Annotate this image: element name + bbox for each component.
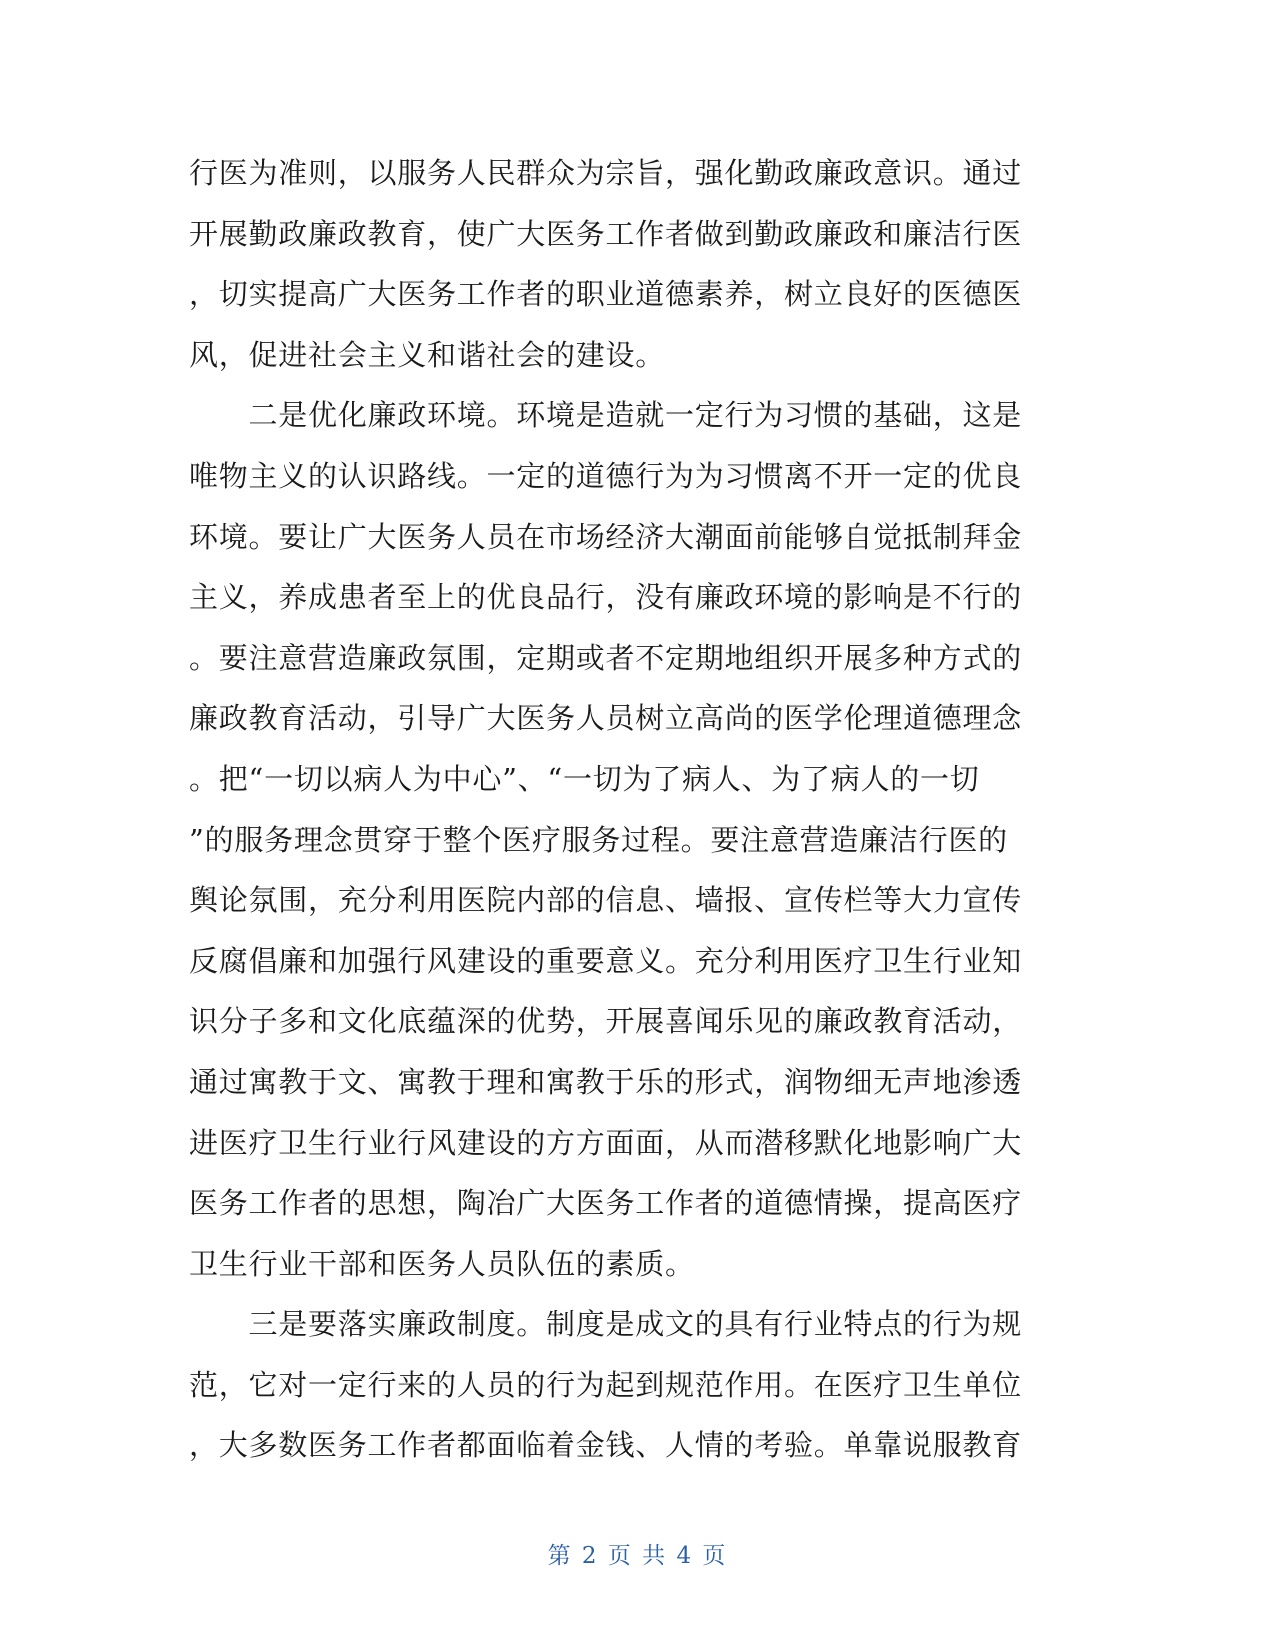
- text-line: 进医疗卫生行业行风建设的方方面面，从而潜移默化地影响广大: [189, 1125, 1023, 1160]
- text-line: ，切实提高广大医务工作者的职业道德素养，树立良好的医德医: [189, 277, 1023, 312]
- text-line: 舆论氛围，充分利用医院内部的信息、墙报、宣传栏等大力宣传: [189, 883, 1023, 918]
- text-line: 开展勤政廉政教育，使广大医务工作者做到勤政廉政和廉洁行医: [189, 216, 1023, 251]
- text-line: 通过寓教于文、寓教于理和寓教于乐的形式，润物细无声地渗透: [189, 1064, 1023, 1099]
- text-line: 二是优化廉政环境。环境是造就一定行为习惯的基础，这是: [189, 398, 1023, 433]
- text-line: 识分子多和文化底蕴深的优势，开展喜闻乐见的廉政教育活动，: [189, 1004, 1023, 1039]
- text-line: 卫生行业干部和医务人员队伍的素质。: [189, 1246, 695, 1281]
- text-line: 医务工作者的思想，陶冶广大医务工作者的道德情操，提高医疗: [189, 1186, 1023, 1221]
- text-line: 主义，养成患者至上的优良品行，没有廉政环境的影响是不行的: [189, 580, 1023, 615]
- text-line: 。要注意营造廉政氛围，定期或者不定期地组织开展多种方式的: [189, 640, 1023, 675]
- text-line: 环境。要让广大医务人员在市场经济大潮面前能够自觉抵制拜金: [189, 519, 1023, 554]
- text-line: 三是要落实廉政制度。制度是成文的具有行业特点的行为规: [189, 1307, 1023, 1342]
- text-line: 。把“一切以病人为中心”、“一切为了病人、为了病人的一切: [189, 761, 980, 796]
- body-text: [189, 143, 1069, 1476]
- text-line: 反腐倡廉和加强行风建设的重要意义。充分利用医疗卫生行业知: [189, 943, 1023, 978]
- text-line: ，大多数医务工作者都面临着金钱、人情的考验。单靠说服教育: [189, 1428, 1023, 1463]
- text-line: ”的服务理念贯穿于整个医疗服务过程。要注意营造廉洁行医的: [189, 822, 1008, 857]
- text-line: 范，它对一定行来的人员的行为起到规范作用。在医疗卫生单位: [189, 1367, 1023, 1402]
- text-line: 行医为准则，以服务人民群众为宗旨，强化勤政廉政意识。通过: [189, 156, 1023, 190]
- text-line: 廉政教育活动，引导广大医务人员树立高尚的医学伦理道德理念: [189, 701, 1023, 736]
- text-line: 唯物主义的认识路线。一定的道德行为为习惯离不开一定的优良: [189, 458, 1023, 493]
- text-line: 风，促进社会主义和谐社会的建设。: [189, 337, 666, 372]
- page-number-footer: 第 2 页 共 4 页: [547, 1543, 728, 1569]
